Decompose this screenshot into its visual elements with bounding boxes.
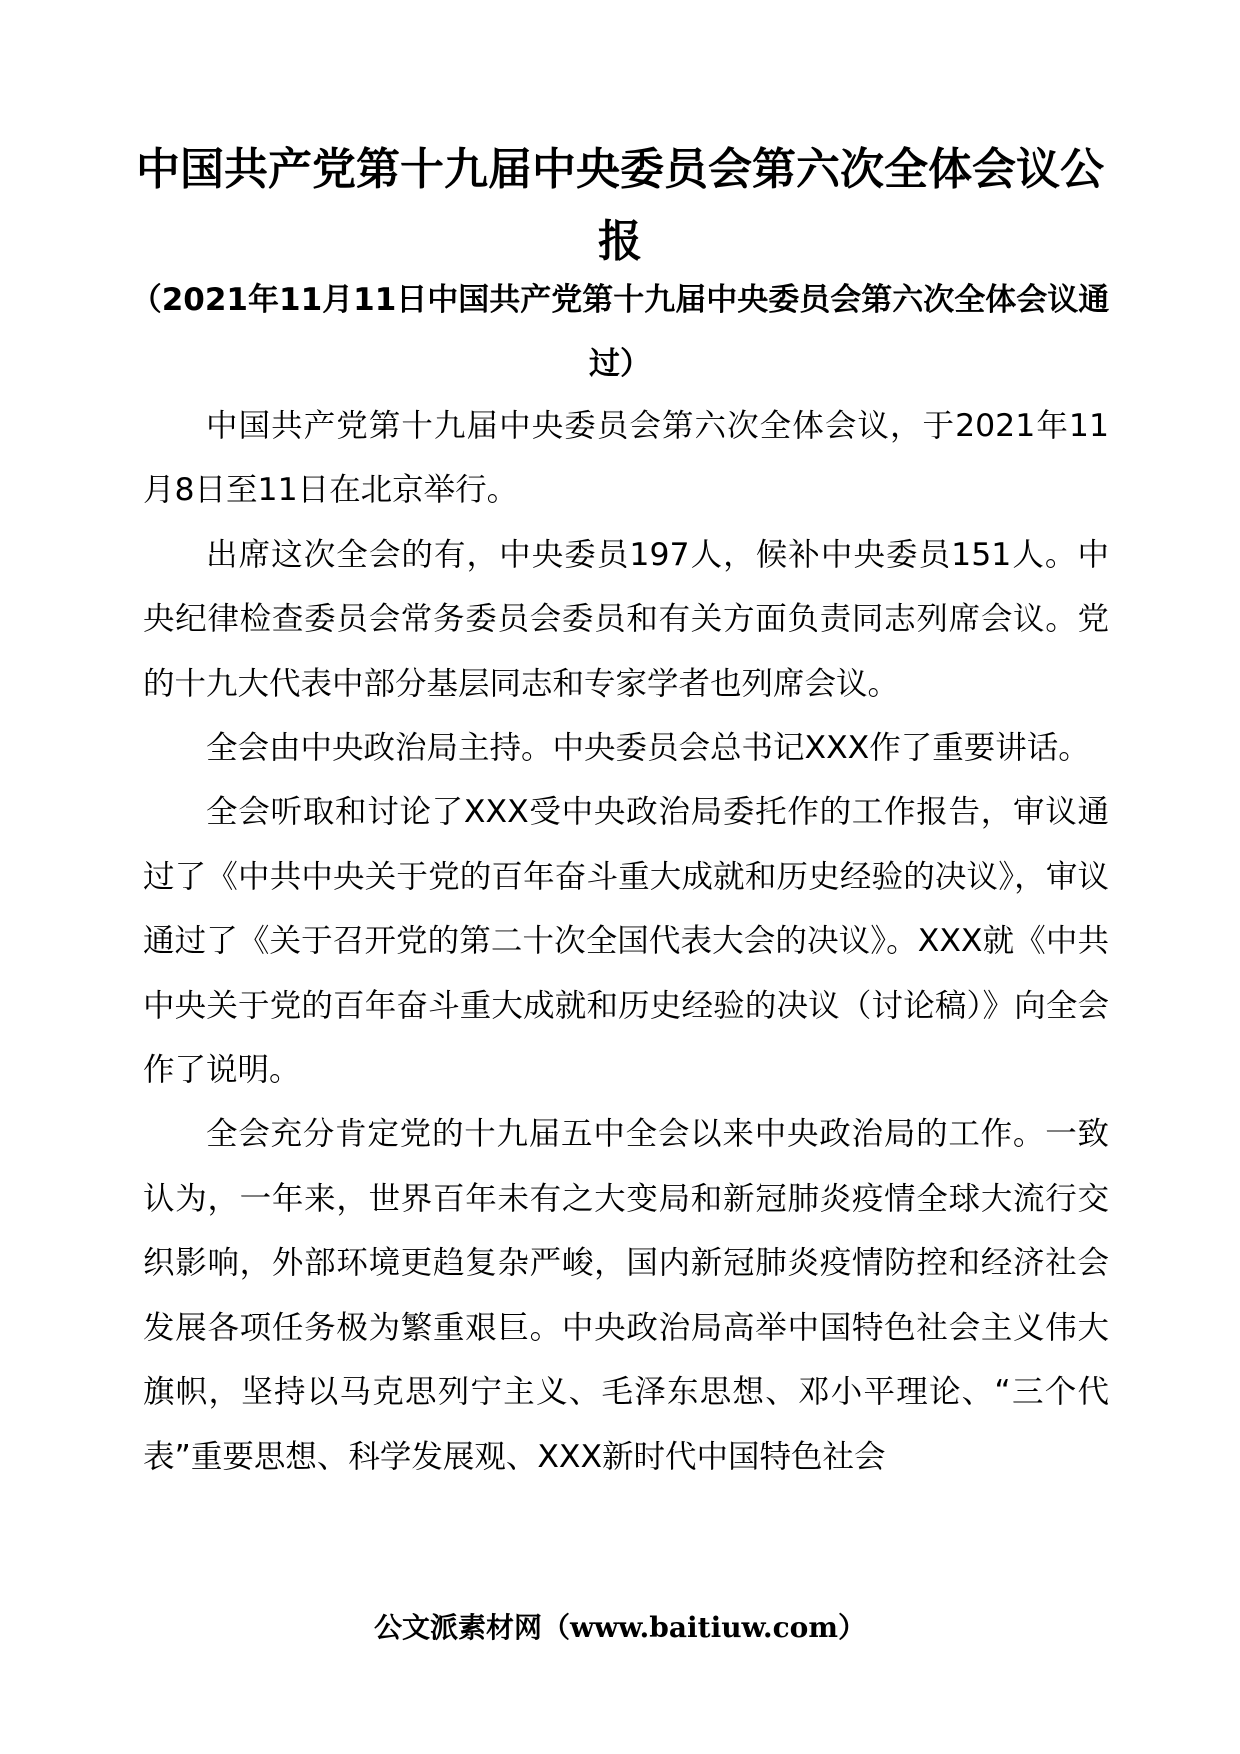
document-title: 中国共产党第十九届中央委员会第六次全体会议公报 bbox=[136, 144, 1104, 267]
page-footer: 公文派素材网（www.baitiuw.com） bbox=[374, 1611, 866, 1644]
document-subtitle: （2021年11月11日中国共产党第十九届中央委员会第六次全体会议通过） bbox=[130, 282, 1110, 382]
document-body bbox=[143, 394, 1109, 1489]
paragraph: 全会听取和讨论了XXX受中央政治局委托作的工作报告，审议通过了《中共中央关于党的百年奋斗重大成就和历史经验的决议》，审议通过了《关于召开党的第二十次全国代表大会的决议》。XXX就《中共中央关于党的百年奋斗重大成就和历史经验的决议（讨论稿）》向全会作了说明。 bbox=[143, 794, 1109, 1089]
paragraph: 出席这次全会的有，中央委员197人，候补中央委员151人。中央纪律检查委员会常务委员会委员和有关方面负责同志列席会议。党的十九大代表中部分基层同志和专家学者也列席会议。 bbox=[143, 536, 1109, 702]
paragraph: 全会由中央政治局主持。中央委员会总书记XXX作了重要讲话。 bbox=[206, 730, 1090, 767]
paragraph: 全会充分肯定党的十九届五中全会以来中央政治局的工作。一致认为，一年来，世界百年未有之大变局和新冠肺炎疫情全球大流行交织影响，外部环境更趋复杂严峻，国内新冠肺炎疫情防控和经济社会发展各项任务极为繁重艰巨。中央政治局高举中国特色社会主义伟大旗帜，坚持以马克思列宁主义、毛泽东思想、邓小平理论、“三个代表”重要思想、科学发展观、XXX新时代中国特色社会 bbox=[143, 1116, 1109, 1475]
paragraph: 中国共产党第十九届中央委员会第六次全体会议，于2021年11月8日至11日在北京举行。 bbox=[143, 408, 1109, 509]
